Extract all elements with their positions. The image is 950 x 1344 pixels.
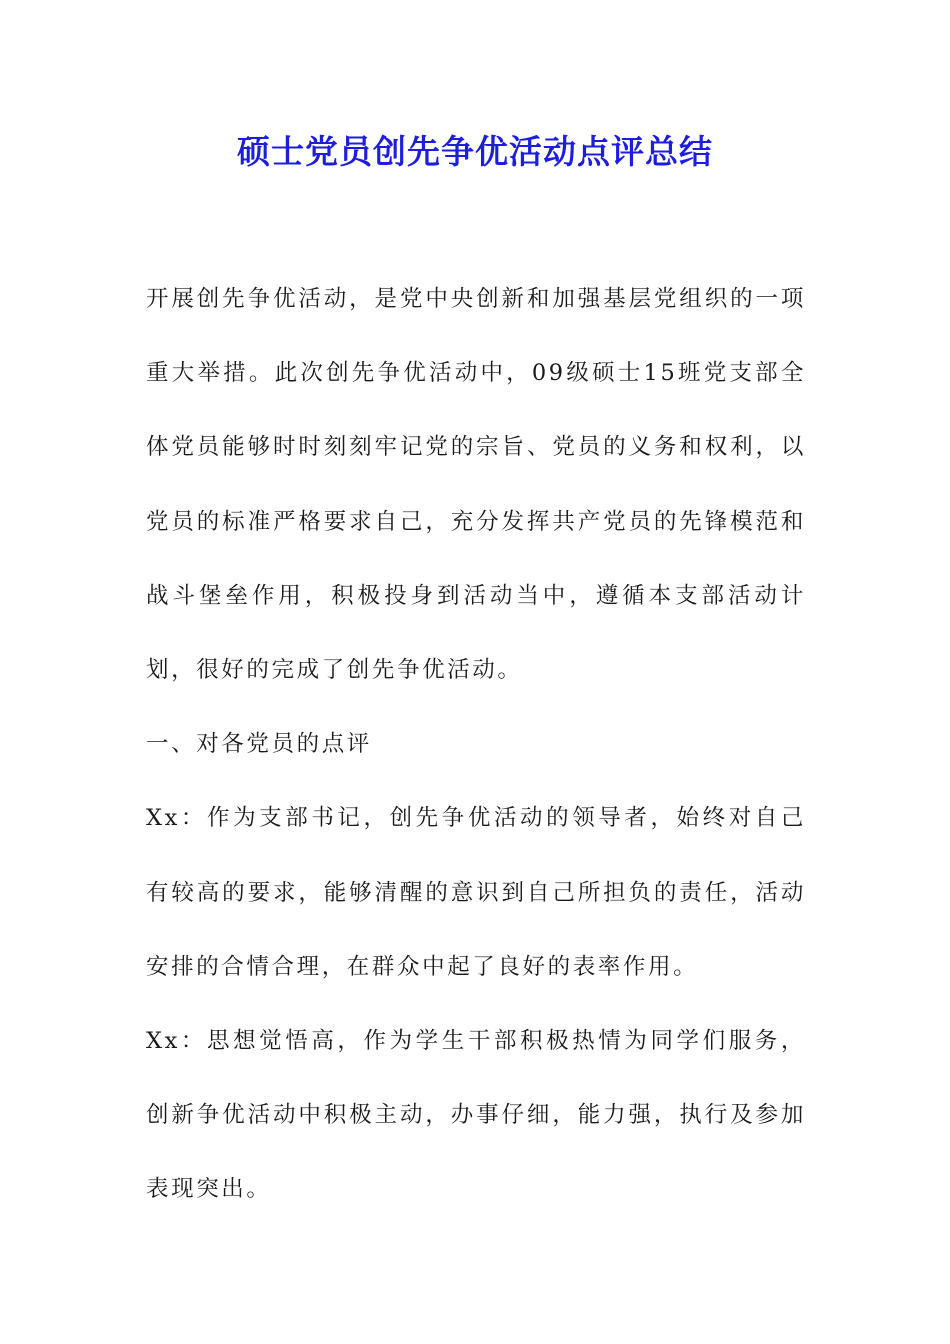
- section-heading: 一、对各党员的点评: [146, 731, 372, 758]
- document-title: 硕士党员创先争优活动点评总结: [237, 132, 713, 171]
- document-body: [146, 262, 806, 1227]
- member-review-paragraph: Xx：作为支部书记，创先争优活动的领导者，始终对自己有较高的要求，能够清醒的意识到自己所担负的责任，活动安排的合情合理，在群众中起了良好的表率作用。: [146, 805, 806, 980]
- intro-paragraph: 开展创先争优活动，是党中央创新和加强基层党组织的一项重大举措。此次创先争优活动中，09级硕士15班党支部全体党员能够时时刻刻牢记党的宗旨、党员的义务和权利，以党员的标准严格要求自己，充分发挥共产党员的先锋模范和战斗堡垒作用，积极投身到活动当中，遵循本支部活动计划，很好的完成了创先争优活动。: [146, 286, 806, 684]
- member-review-paragraph: Xx：思想觉悟高，作为学生干部积极热情为同学们服务，创新争优活动中积极主动，办事仔细，能力强，执行及参加表现突出。: [146, 1028, 806, 1203]
